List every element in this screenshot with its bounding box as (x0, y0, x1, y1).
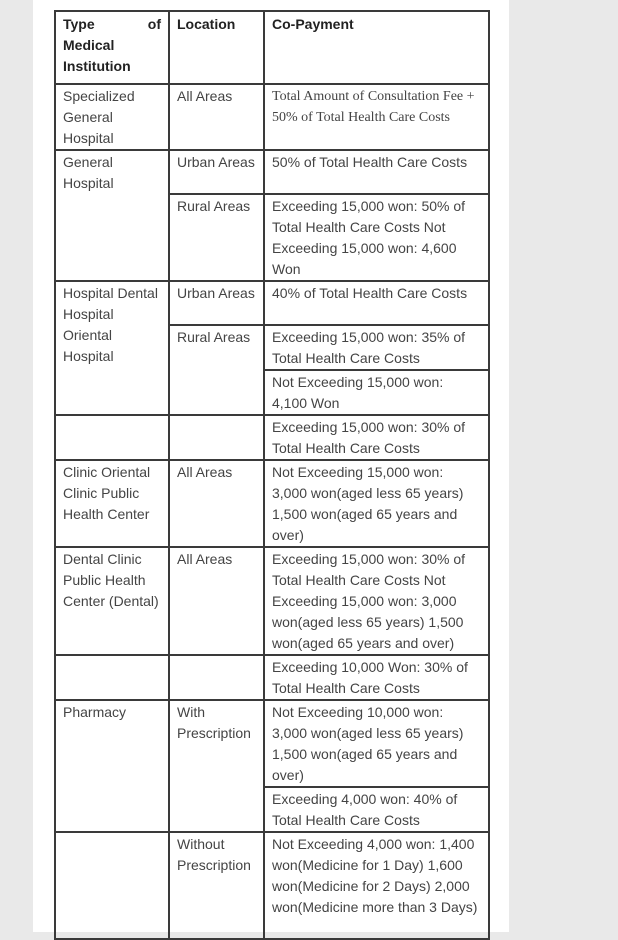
cell-copayment: Exceeding 15,000 won: 35% of Total Health Care Costs (264, 325, 489, 370)
cell-location: All Areas (169, 547, 264, 655)
header-location: Location (169, 11, 264, 84)
table-row (55, 700, 489, 787)
cell-location: Urban Areas (169, 281, 264, 325)
cell-type: Dental Clinic Public Health Center (Dental) (55, 547, 169, 655)
cell-copayment: Not Exceeding 15,000 won: 3,000 won(aged less 65 years) 1,500 won(aged 65 years and over) (264, 460, 489, 547)
table-row (55, 84, 489, 150)
cell-copayment: Not Exceeding 15,000 won: 4,100 Won (264, 370, 489, 415)
cell-type: Clinic Oriental Clinic Public Health Center (55, 460, 169, 547)
table-header-row (55, 11, 489, 84)
cell-copayment: Exceeding 4,000 won: 40% of Total Health Care Costs (264, 787, 489, 832)
cell-copayment: Exceeding 10,000 Won: 30% of Total Health Care Costs (264, 655, 489, 700)
cell-location: Rural Areas (169, 194, 264, 281)
table-row (55, 460, 489, 547)
cell-type: Specialized General Hospital (55, 84, 169, 150)
header-type (55, 11, 169, 84)
header-type-word1: Type (63, 16, 95, 32)
cell-type (55, 655, 169, 700)
cell-location (169, 655, 264, 700)
cell-type: Pharmacy (55, 700, 169, 832)
header-copayment: Co-Payment (264, 11, 489, 84)
cell-type (55, 415, 169, 460)
cell-location: Without Prescription (169, 832, 264, 939)
cell-copayment: Exceeding 15,000 won: 30% of Total Health Care Costs Not Exceeding 15,000 won: 3,000 won(aged less 65 years) 1,500 won(aged 65 years and over) (264, 547, 489, 655)
cell-type: Hospital Dental Hospital Oriental Hospital (55, 281, 169, 415)
cell-location: With Prescription (169, 700, 264, 832)
table-row (55, 150, 489, 194)
table-row (55, 281, 489, 325)
cell-copayment: Not Exceeding 4,000 won: 1,400 won(Medicine for 1 Day) 1,600 won(Medicine for 2 Days) 2,000 won(Medicine more than 3 Days) (264, 832, 489, 939)
table-row (55, 415, 489, 460)
cell-copayment: Exceeding 15,000 won: 30% of Total Health Care Costs (264, 415, 489, 460)
copayment-table (54, 10, 490, 940)
cell-copayment: Exceeding 15,000 won: 50% of Total Health Care Costs Not Exceeding 15,000 won: 4,600 Won (264, 194, 489, 281)
content-page (33, 0, 509, 932)
cell-copayment: Not Exceeding 10,000 won: 3,000 won(aged less 65 years) 1,500 won(aged 65 years and over) (264, 700, 489, 787)
header-type-line3: Institution (63, 58, 131, 74)
cell-location (169, 415, 264, 460)
cell-location: All Areas (169, 84, 264, 150)
table-row (55, 832, 489, 939)
cell-location: Rural Areas (169, 325, 264, 415)
header-type-line2: Medical (63, 37, 115, 53)
cell-type (55, 832, 169, 939)
cell-copayment: 50% of Total Health Care Costs (264, 150, 489, 194)
cell-location: Urban Areas (169, 150, 264, 194)
cell-location: All Areas (169, 460, 264, 547)
cell-copayment: 40% of Total Health Care Costs (264, 281, 489, 325)
cell-copayment: Total Amount of Consultation Fee + 50% of Total Health Care Costs (264, 84, 489, 150)
table-row (55, 655, 489, 700)
header-type-word2: of (147, 16, 161, 32)
table-row (55, 547, 489, 655)
cell-type: General Hospital (55, 150, 169, 281)
